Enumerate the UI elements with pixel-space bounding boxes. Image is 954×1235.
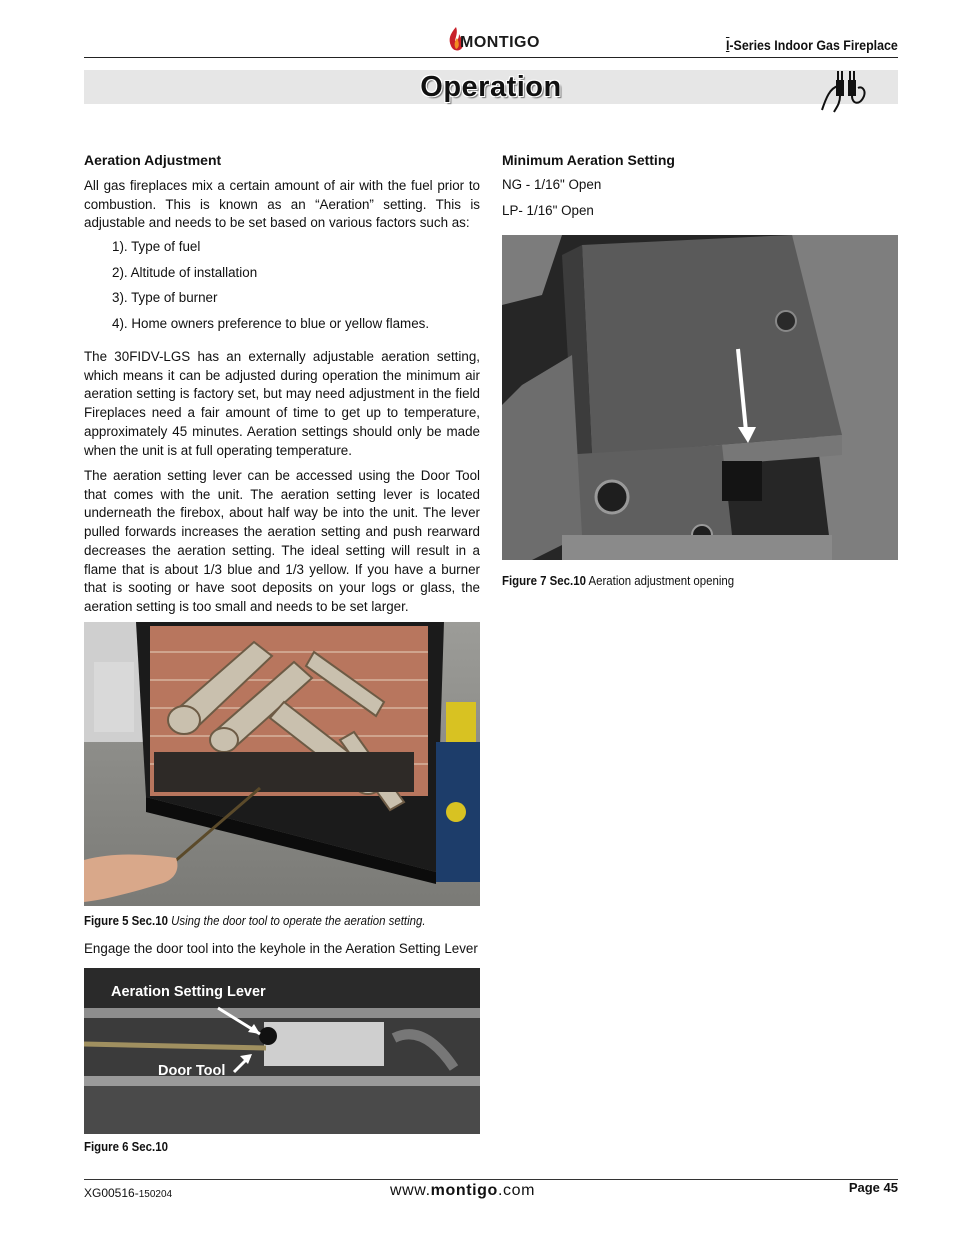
section-banner: [84, 70, 898, 104]
figure-7-caption: Figure 7 Sec.10 Aeration adjustment opening: [502, 573, 735, 588]
list-item: 1). Type of fuel: [112, 239, 201, 254]
lp-setting: LP- 1/16" Open: [502, 203, 594, 218]
list-item: 4). Home owners preference to blue or yellow flames.: [112, 316, 430, 331]
figure-6-photo: [84, 968, 480, 1134]
page-number: Page 45: [848, 1180, 898, 1195]
intro-paragraph: All gas fireplaces mix a certain amount of air with the fuel prior to combustion. This is known as an “Aeration” setting. This is adjustable and needs to be set based on various factors such as:: [84, 178, 480, 231]
ng-setting: NG - 1/16" Open: [502, 177, 602, 192]
page-title: Operation: [420, 71, 562, 103]
door-tool-label: Door Tool: [158, 1063, 226, 1079]
website-link[interactable]: www.montigo.com: [390, 1182, 536, 1199]
list-item: 3). Type of burner: [112, 290, 218, 305]
series-title: I-Series Indoor Gas Fireplace: [726, 38, 898, 53]
brand-name: MONTIGO: [460, 34, 540, 51]
footer-divider: [84, 1179, 898, 1180]
montigo-logo: [446, 26, 538, 54]
document-id: XG00516-150204: [84, 1186, 173, 1200]
list-item: 2). Altitude of installation: [112, 265, 258, 280]
engage-instruction: Engage the door tool into the keyhole in the Aeration Setting Lever: [84, 941, 478, 956]
adjustable-aeration-paragraph: The 30FIDV-LGS has an externally adjustable aeration setting, which means it can be adjusted during operation the minimum air aeration setting is factory set, but may need adjustment in the field Fireplaces need a fair amount of time to get up to temperature, approximately 45 minutes. Aeration settings should only be made when the unit is at full operating temperature.: [84, 349, 480, 458]
aeration-setting-lever-label: Aeration Setting Lever: [111, 984, 266, 1000]
figure-7-photo: [502, 235, 898, 560]
plug-icon: [820, 66, 868, 114]
lever-access-paragraph: The aeration setting lever can be accessed using the Door Tool that comes with the unit. The aeration setting lever is located underneath the firebox, about half way be into the unit. The lever pulled forwards increases the aeration setting and push rearward decreases the aeration setting. The ideal setting will result in a flame that is about 1/3 blue and 1/3 yellow. If you have a burner that is sooting or have soot deposits on your logs or glass, the aeration setting is too small and needs to be set larger.: [84, 468, 480, 614]
figure-5-photo: [84, 622, 480, 906]
header-divider: [84, 57, 898, 58]
figure-6-caption: Figure 6 Sec.10: [84, 1139, 168, 1154]
heading-aeration-adjustment: Aeration Adjustment: [84, 152, 222, 168]
figure-5-caption: Figure 5 Sec.10 Using the door tool to operate the aeration setting.: [84, 913, 426, 928]
heading-minimum-aeration: Minimum Aeration Setting: [502, 152, 675, 168]
